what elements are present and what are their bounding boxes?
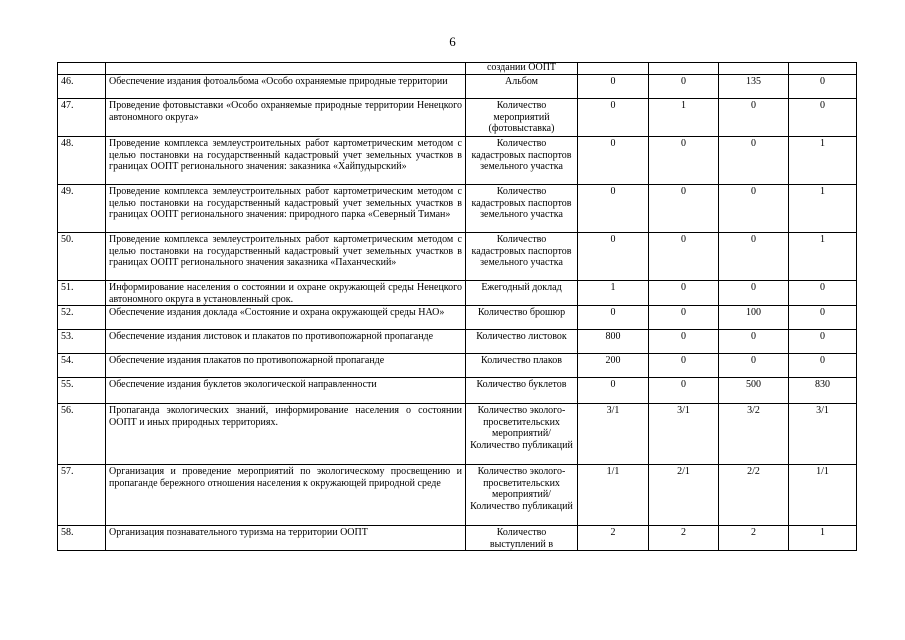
row-number: 51. bbox=[58, 281, 106, 306]
table-row bbox=[58, 233, 857, 281]
row-value-3: 100 bbox=[719, 306, 789, 330]
row-value-3: 135 bbox=[719, 75, 789, 99]
row-number: 57. bbox=[58, 465, 106, 526]
row-value-3: 0 bbox=[719, 233, 789, 281]
row-unit: Количество плаков bbox=[466, 354, 578, 378]
row-unit: создании ООПТ bbox=[466, 63, 578, 75]
table-row bbox=[58, 526, 857, 551]
table-row bbox=[58, 404, 857, 465]
table-row bbox=[58, 75, 857, 99]
table-row bbox=[58, 465, 857, 526]
table-row bbox=[58, 185, 857, 233]
row-unit: Количество эколого-просветительских мероприятий/ Количество публикаций bbox=[466, 465, 578, 526]
row-value-1: 0 bbox=[578, 75, 649, 99]
row-value-1: 800 bbox=[578, 330, 649, 354]
row-value-2: 0 bbox=[649, 354, 719, 378]
row-value-3: 0 bbox=[719, 185, 789, 233]
row-value-1 bbox=[578, 63, 649, 75]
row-unit: Альбом bbox=[466, 75, 578, 99]
row-value-2: 2 bbox=[649, 526, 719, 551]
row-description: Информирование населения о состоянии и охране окружающей среды Ненецкого автономного округа в установленный срок. bbox=[106, 281, 466, 306]
row-description: Проведение комплекса землеустроительных работ картометрическим методом с целью постановки на государственный кадастровый учет земельных участков в границах ООПТ регионального значения заказника «Паханческий» bbox=[106, 233, 466, 281]
row-value-4: 0 bbox=[789, 330, 857, 354]
row-value-3 bbox=[719, 63, 789, 75]
row-unit: Количество кадастровых паспортов земельного участка bbox=[466, 233, 578, 281]
row-number: 58. bbox=[58, 526, 106, 551]
row-description: Организация и проведение мероприятий по экологическому просвещению и пропаганде бережного отношения населения к окружающей природной среде bbox=[106, 465, 466, 526]
row-value-3: 2/2 bbox=[719, 465, 789, 526]
row-value-1: 0 bbox=[578, 137, 649, 185]
row-number: 50. bbox=[58, 233, 106, 281]
row-value-2: 0 bbox=[649, 75, 719, 99]
row-value-1: 1 bbox=[578, 281, 649, 306]
row-number: 54. bbox=[58, 354, 106, 378]
row-value-4: 0 bbox=[789, 354, 857, 378]
row-number: 48. bbox=[58, 137, 106, 185]
row-description: Обеспечение издания листовок и плакатов по противопожарной пропаганде bbox=[106, 330, 466, 354]
table-row bbox=[58, 354, 857, 378]
row-unit: Количество выступлений в bbox=[466, 526, 578, 551]
row-value-1: 2 bbox=[578, 526, 649, 551]
table-row bbox=[58, 378, 857, 404]
row-value-4: 830 bbox=[789, 378, 857, 404]
row-unit: Количество кадастровых паспортов земельного участка bbox=[466, 137, 578, 185]
row-value-2: 0 bbox=[649, 281, 719, 306]
row-value-4: 1/1 bbox=[789, 465, 857, 526]
row-value-4: 0 bbox=[789, 99, 857, 137]
row-number bbox=[58, 63, 106, 75]
row-value-4: 1 bbox=[789, 185, 857, 233]
row-value-2: 0 bbox=[649, 330, 719, 354]
row-unit: Количество кадастровых паспортов земельного участка bbox=[466, 185, 578, 233]
row-description: Обеспечение издания плакатов по противопожарной пропаганде bbox=[106, 354, 466, 378]
row-value-3: 3/2 bbox=[719, 404, 789, 465]
row-description: Обеспечение издания доклада «Состояние и охрана окружающей среды НАО» bbox=[106, 306, 466, 330]
row-unit: Ежегодный доклад bbox=[466, 281, 578, 306]
row-unit: Количество листовок bbox=[466, 330, 578, 354]
row-value-1: 200 bbox=[578, 354, 649, 378]
row-value-1: 0 bbox=[578, 233, 649, 281]
row-number: 52. bbox=[58, 306, 106, 330]
row-value-1: 3/1 bbox=[578, 404, 649, 465]
row-value-3: 0 bbox=[719, 354, 789, 378]
row-description: Пропаганда экологических знаний, информирование населения о состоянии ООПТ и иных природных территориях. bbox=[106, 404, 466, 465]
row-value-1: 0 bbox=[578, 185, 649, 233]
row-description: Организация познавательного туризма на территории ООПТ bbox=[106, 526, 466, 551]
row-value-4: 1 bbox=[789, 526, 857, 551]
table-row-continuation bbox=[58, 63, 857, 75]
row-value-2: 0 bbox=[649, 378, 719, 404]
table-row bbox=[58, 99, 857, 137]
row-value-2: 0 bbox=[649, 137, 719, 185]
row-value-2 bbox=[649, 63, 719, 75]
indicators-table bbox=[57, 62, 857, 551]
row-value-2: 2/1 bbox=[649, 465, 719, 526]
row-number: 56. bbox=[58, 404, 106, 465]
row-value-4 bbox=[789, 63, 857, 75]
row-value-1: 0 bbox=[578, 306, 649, 330]
row-value-3: 500 bbox=[719, 378, 789, 404]
table-row bbox=[58, 137, 857, 185]
row-unit: Количество буклетов bbox=[466, 378, 578, 404]
row-value-2: 3/1 bbox=[649, 404, 719, 465]
row-value-1: 0 bbox=[578, 378, 649, 404]
table-row bbox=[58, 281, 857, 306]
row-value-2: 0 bbox=[649, 306, 719, 330]
row-description bbox=[106, 63, 466, 75]
row-value-4: 3/1 bbox=[789, 404, 857, 465]
row-value-3: 2 bbox=[719, 526, 789, 551]
row-value-4: 1 bbox=[789, 137, 857, 185]
page-number: 6 bbox=[449, 34, 456, 49]
row-value-2: 0 bbox=[649, 233, 719, 281]
table-row bbox=[58, 330, 857, 354]
row-value-3: 0 bbox=[719, 99, 789, 137]
row-unit: Количество мероприятий (фотовыставка) bbox=[466, 99, 578, 137]
row-description: Обеспечение издания фотоальбома «Особо охраняемые природные территории bbox=[106, 75, 466, 99]
row-number: 47. bbox=[58, 99, 106, 137]
row-description: Проведение комплекса землеустроительных работ картометрическим методом с целью постановки на государственный кадастровый учет земельных участков в границах ООПТ регионального значения: природного парка «Северный Тиман» bbox=[106, 185, 466, 233]
row-value-1: 1/1 bbox=[578, 465, 649, 526]
row-value-4: 0 bbox=[789, 306, 857, 330]
row-value-3: 0 bbox=[719, 330, 789, 354]
row-value-3: 0 bbox=[719, 137, 789, 185]
table-row bbox=[58, 306, 857, 330]
row-value-1: 0 bbox=[578, 99, 649, 137]
row-number: 55. bbox=[58, 378, 106, 404]
row-description: Обеспечение издания буклетов экологической направленности bbox=[106, 378, 466, 404]
row-description: Проведение фотовыставки «Особо охраняемые природные территории Ненецкого автономного округа» bbox=[106, 99, 466, 137]
row-unit: Количество брошюр bbox=[466, 306, 578, 330]
row-value-2: 0 bbox=[649, 185, 719, 233]
row-number: 53. bbox=[58, 330, 106, 354]
row-number: 46. bbox=[58, 75, 106, 99]
row-value-4: 1 bbox=[789, 233, 857, 281]
row-number: 49. bbox=[58, 185, 106, 233]
row-value-4: 0 bbox=[789, 281, 857, 306]
row-description: Проведение комплекса землеустроительных работ картометрическим методом с целью постановки на государственный кадастровый учет земельных участков в границах ООПТ регионального значения: заказника «Хайпудырский» bbox=[106, 137, 466, 185]
row-value-4: 0 bbox=[789, 75, 857, 99]
row-unit: Количество эколого-просветительских мероприятий/ Количество публикаций bbox=[466, 404, 578, 465]
row-value-2: 1 bbox=[649, 99, 719, 137]
row-value-3: 0 bbox=[719, 281, 789, 306]
